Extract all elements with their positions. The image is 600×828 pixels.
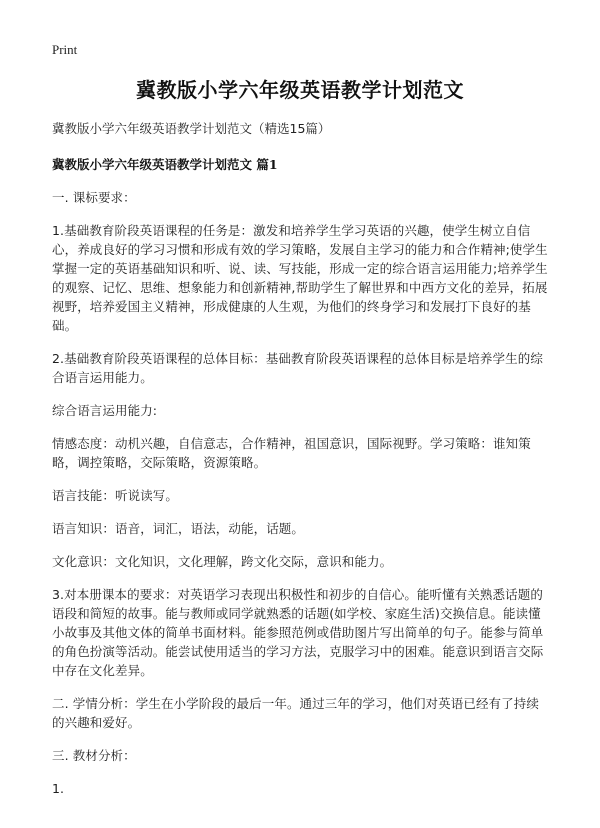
paragraph-language-skills: 语言技能：听说读写。 [52,488,179,503]
heading-curriculum-requirements: 一. 课标要求： [52,190,136,205]
paragraph-language-ability: 综合语言运用能力: [52,403,158,418]
list-item-number: 1. [52,781,65,796]
paragraph-student-analysis: 二. 学情分析：学生在小学阶段的最后一年。通过三年的学习，他们对英语已经有了持续的兴趣和爱好。 [52,696,539,730]
section-heading: 冀教版小学六年级英语教学计划范文 篇1 [52,157,278,172]
paragraph-attitude-strategy: 情感态度：动机兴趣，自信意志，合作精神，祖国意识，国际视野。学习策略：谁知策略，调控策略，交际策略，资源策略。 [52,436,531,470]
heading-textbook-analysis: 三. 教材分析： [52,748,136,763]
document-body [52,188,548,798]
paragraph-overall-goal: 2.基础教育阶段英语课程的总体目标：基础教育阶段英语课程的总体目标是培养学生的综合语言运用能力。 [52,351,543,385]
paragraph-language-knowledge: 语言知识：语音，词汇，语法，动能，话题。 [52,521,305,536]
document-subtitle: 冀教版小学六年级英语教学计划范文（精选15篇） [52,121,331,136]
print-label: Print [52,42,78,57]
paragraph-book-requirements: 3.对本册课本的要求：对英语学习表现出积极性和初步的自信心。能听懂有关熟悉话题的语段和简短的故事。能与教师或同学就熟悉的话题(如学校、家庭生活)交换信息。能读懂小故事及其他文体的简单书面材料。能参照范例或借助图片写出简单的句子。能参与简单的角色扮演等活动。能尝试使用适当的学习方法，克服学习中的困难。能意识到语言交际中存在文化差异。 [52,587,544,678]
paragraph-course-tasks: 1.基础教育阶段英语课程的任务是：激发和培养学生学习英语的兴趣，使学生树立自信心，养成良好的学习习惯和形成有效的学习策略，发展自主学习的能力和合作精神;使学生掌握一定的英语基础知识和听、说、读、写技能，形成一定的综合语言运用能力;培养学生的观察、记忆、思维、想象能力和创新精神,帮助学生了解世界和中西方文化的差异，拓展视野，培养爱国主义精神，形成健康的人生观，为他们的终身学习和发展打下良好的基础。 [52,223,548,333]
page-title: 冀教版小学六年级英语教学计划范文 [136,78,464,102]
paragraph-cultural-awareness: 文化意识：文化知识，文化理解，跨文化交际，意识和能力。 [52,554,393,569]
